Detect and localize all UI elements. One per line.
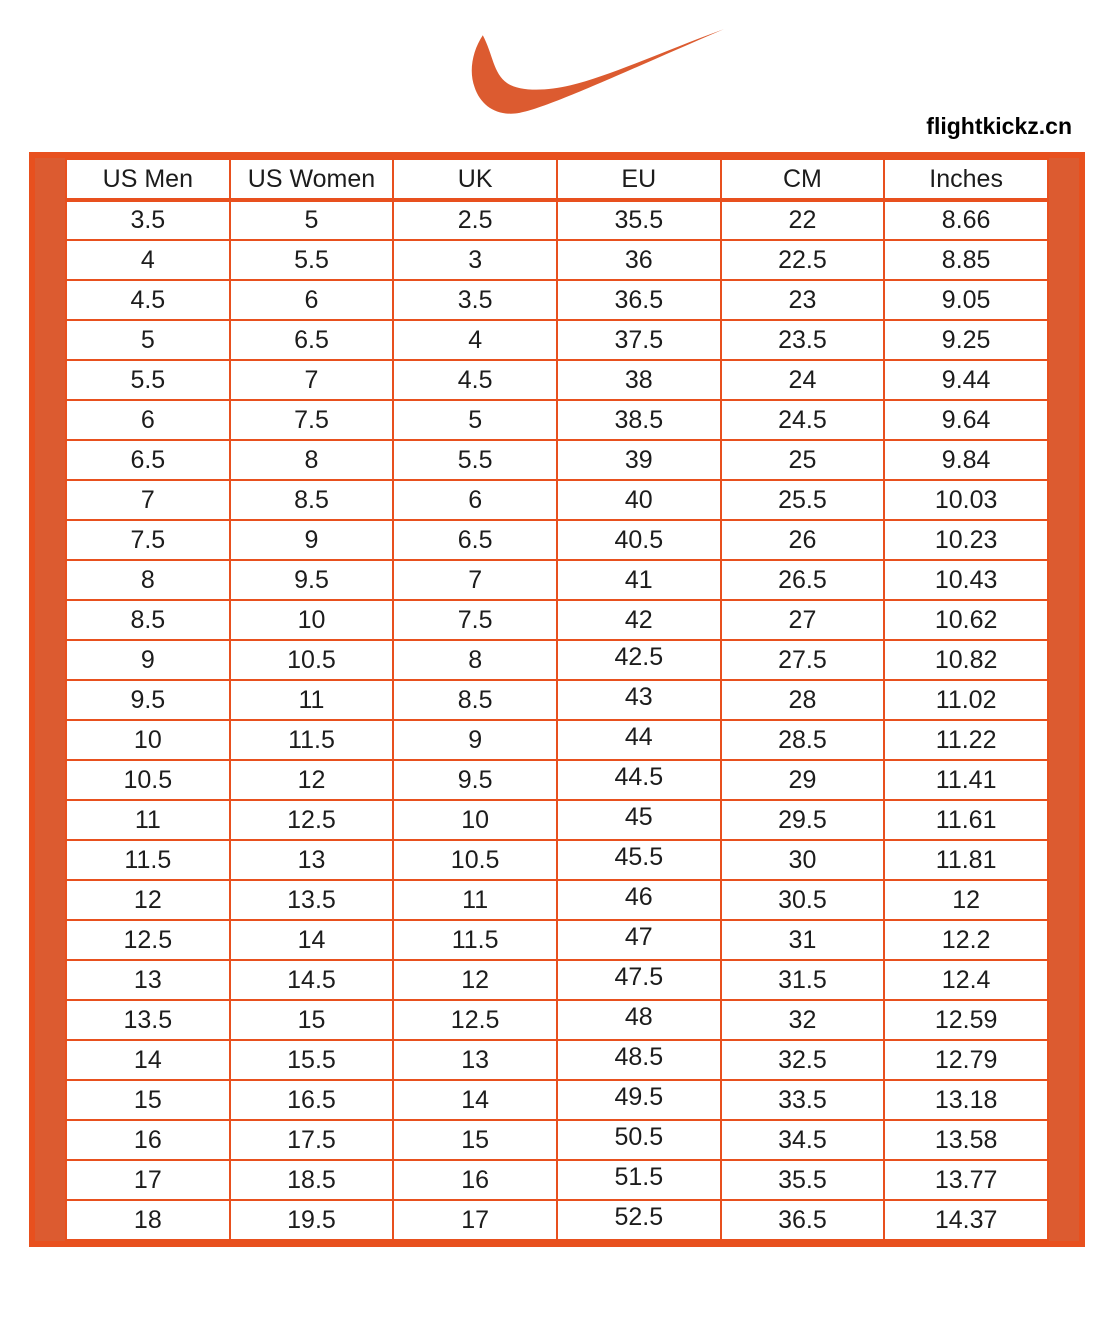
size-cell: 6 [393,480,557,520]
size-cell: 13.58 [884,1120,1048,1160]
size-cell: 15 [66,1080,230,1120]
size-cell: 23.5 [721,320,885,360]
size-cell: 44 [557,720,721,760]
size-cell: 11.5 [66,840,230,880]
size-cell: 13 [393,1040,557,1080]
table-row [66,920,1048,960]
table-row [66,1120,1048,1160]
column-header: Inches [884,159,1048,200]
size-cell: 14 [66,1040,230,1080]
size-cell: 29.5 [721,800,885,840]
size-cell: 11.02 [884,680,1048,720]
size-cell: 4 [66,240,230,280]
size-cell: 12.79 [884,1040,1048,1080]
size-cell: 3 [393,240,557,280]
size-cell: 36 [557,240,721,280]
size-cell: 9.5 [230,560,394,600]
size-cell: 13.5 [230,880,394,920]
size-cell: 12 [393,960,557,1000]
table-head [66,159,1048,200]
size-chart-frame [29,152,1085,1247]
size-cell: 18 [66,1200,230,1240]
size-cell: 19.5 [230,1200,394,1240]
size-cell: 48.5 [557,1040,721,1080]
size-cell: 37.5 [557,320,721,360]
size-cell: 12.4 [884,960,1048,1000]
size-cell: 8.85 [884,240,1048,280]
table-row [66,240,1048,280]
size-cell: 12.59 [884,1000,1048,1040]
size-cell: 24 [721,360,885,400]
table-row [66,720,1048,760]
size-cell: 47 [557,920,721,960]
size-cell: 24.5 [721,400,885,440]
size-cell: 11.41 [884,760,1048,800]
size-cell: 11.61 [884,800,1048,840]
size-cell: 11 [230,680,394,720]
table-row [66,440,1048,480]
size-cell: 12 [66,880,230,920]
size-cell: 39 [557,440,721,480]
size-cell: 7.5 [393,600,557,640]
table-row [66,280,1048,320]
size-cell: 32.5 [721,1040,885,1080]
size-cell: 5 [66,320,230,360]
size-cell: 9.64 [884,400,1048,440]
size-cell: 3.5 [66,200,230,240]
size-cell: 38.5 [557,400,721,440]
size-cell: 40 [557,480,721,520]
table-row [66,1080,1048,1120]
size-cell: 34.5 [721,1120,885,1160]
table-row [66,360,1048,400]
size-cell: 42.5 [557,640,721,680]
size-cell: 18.5 [230,1160,394,1200]
size-cell: 14.37 [884,1200,1048,1240]
size-cell: 5 [393,400,557,440]
size-cell: 13.18 [884,1080,1048,1120]
column-header: EU [557,159,721,200]
size-cell: 30.5 [721,880,885,920]
size-cell: 29 [721,760,885,800]
size-cell: 43 [557,680,721,720]
size-cell: 6 [66,400,230,440]
size-cell: 15.5 [230,1040,394,1080]
size-cell: 45 [557,800,721,840]
size-cell: 16.5 [230,1080,394,1120]
header-row [66,159,1048,200]
size-cell: 28.5 [721,720,885,760]
size-cell: 10.5 [66,760,230,800]
size-cell: 14 [230,920,394,960]
size-cell: 25.5 [721,480,885,520]
size-cell: 7 [66,480,230,520]
size-cell: 13 [230,840,394,880]
table-row [66,1000,1048,1040]
size-cell: 46 [557,880,721,920]
size-cell: 50.5 [557,1120,721,1160]
size-cell: 13 [66,960,230,1000]
size-cell: 12.5 [393,1000,557,1040]
size-cell: 10.03 [884,480,1048,520]
size-cell: 16 [66,1120,230,1160]
size-cell: 9.5 [393,760,557,800]
size-cell: 8 [66,560,230,600]
size-cell: 12.5 [230,800,394,840]
table-row [66,680,1048,720]
size-cell: 30 [721,840,885,880]
size-cell: 5.5 [393,440,557,480]
size-cell: 17 [393,1200,557,1240]
size-cell: 40.5 [557,520,721,560]
size-cell: 25 [721,440,885,480]
size-cell: 4 [393,320,557,360]
size-cell: 10 [230,600,394,640]
size-cell: 6.5 [66,440,230,480]
size-cell: 36.5 [557,280,721,320]
size-cell: 11.81 [884,840,1048,880]
size-cell: 49.5 [557,1080,721,1120]
size-cell: 23 [721,280,885,320]
table-row [66,1200,1048,1240]
size-cell: 36.5 [721,1200,885,1240]
size-cell: 10.43 [884,560,1048,600]
size-cell: 8 [230,440,394,480]
size-cell: 4.5 [66,280,230,320]
size-cell: 10.5 [393,840,557,880]
size-cell: 9.44 [884,360,1048,400]
size-cell: 10.23 [884,520,1048,560]
size-cell: 10.82 [884,640,1048,680]
size-cell: 12.5 [66,920,230,960]
size-cell: 10.62 [884,600,1048,640]
size-cell: 3.5 [393,280,557,320]
column-header: US Men [66,159,230,200]
table-row [66,200,1048,240]
size-cell: 51.5 [557,1160,721,1200]
size-cell: 7.5 [230,400,394,440]
size-cell: 7 [393,560,557,600]
size-cell: 11 [66,800,230,840]
size-cell: 15 [393,1120,557,1160]
size-cell: 10 [66,720,230,760]
size-cell: 7.5 [66,520,230,560]
size-cell: 17 [66,1160,230,1200]
size-cell: 2.5 [393,200,557,240]
size-cell: 38 [557,360,721,400]
size-cell: 17.5 [230,1120,394,1160]
size-cell: 15 [230,1000,394,1040]
size-cell: 7 [230,360,394,400]
size-cell: 5 [230,200,394,240]
table-row [66,480,1048,520]
size-cell: 9 [393,720,557,760]
size-cell: 8.5 [393,680,557,720]
table-row [66,520,1048,560]
size-cell: 6 [230,280,394,320]
size-cell: 9 [66,640,230,680]
table-row [66,960,1048,1000]
size-cell: 9.05 [884,280,1048,320]
size-chart-body [66,200,1048,1240]
size-cell: 9 [230,520,394,560]
size-cell: 10.5 [230,640,394,680]
size-cell: 22 [721,200,885,240]
brand-logo [448,24,724,118]
size-cell: 44.5 [557,760,721,800]
size-cell: 6.5 [230,320,394,360]
size-cell: 8.5 [230,480,394,520]
size-cell: 10 [393,800,557,840]
table-row [66,880,1048,920]
size-cell: 27 [721,600,885,640]
size-cell: 13.77 [884,1160,1048,1200]
size-cell: 9.84 [884,440,1048,480]
size-cell: 6.5 [393,520,557,560]
watermark-text: flightkickz.cn [926,113,1072,139]
size-cell: 11.5 [230,720,394,760]
size-cell: 5.5 [230,240,394,280]
size-cell: 31 [721,920,885,960]
size-cell: 12 [230,760,394,800]
size-cell: 22.5 [721,240,885,280]
size-cell: 26.5 [721,560,885,600]
table-row [66,400,1048,440]
size-cell: 11.5 [393,920,557,960]
column-header: CM [721,159,885,200]
size-cell: 14 [393,1080,557,1120]
column-header: UK [393,159,557,200]
table-row [66,320,1048,360]
table-row [66,560,1048,600]
size-cell: 42 [557,600,721,640]
size-cell: 28 [721,680,885,720]
table-row [66,760,1048,800]
size-cell: 45.5 [557,840,721,880]
size-cell: 12.2 [884,920,1048,960]
table-row [66,840,1048,880]
size-cell: 16 [393,1160,557,1200]
size-cell: 47.5 [557,960,721,1000]
size-cell: 27.5 [721,640,885,680]
size-cell: 8.5 [66,600,230,640]
left-accent-strip [35,158,65,1241]
size-cell: 11.22 [884,720,1048,760]
size-cell: 14.5 [230,960,394,1000]
right-accent-strip [1049,158,1079,1241]
size-cell: 31.5 [721,960,885,1000]
size-cell: 13.5 [66,1000,230,1040]
table-row [66,640,1048,680]
size-cell: 52.5 [557,1200,721,1240]
size-cell: 26 [721,520,885,560]
size-cell: 48 [557,1000,721,1040]
nike-swoosh-icon [448,24,724,118]
size-cell: 8.66 [884,200,1048,240]
size-cell: 35.5 [721,1160,885,1200]
size-cell: 12 [884,880,1048,920]
size-chart-table [65,158,1049,1241]
size-cell: 9.5 [66,680,230,720]
table-row [66,800,1048,840]
table-row [66,1160,1048,1200]
size-cell: 35.5 [557,200,721,240]
table-row [66,1040,1048,1080]
size-cell: 5.5 [66,360,230,400]
size-cell: 11 [393,880,557,920]
size-cell: 32 [721,1000,885,1040]
size-cell: 41 [557,560,721,600]
table-row [66,600,1048,640]
size-cell: 9.25 [884,320,1048,360]
column-header: US Women [230,159,394,200]
size-cell: 8 [393,640,557,680]
size-cell: 33.5 [721,1080,885,1120]
size-cell: 4.5 [393,360,557,400]
